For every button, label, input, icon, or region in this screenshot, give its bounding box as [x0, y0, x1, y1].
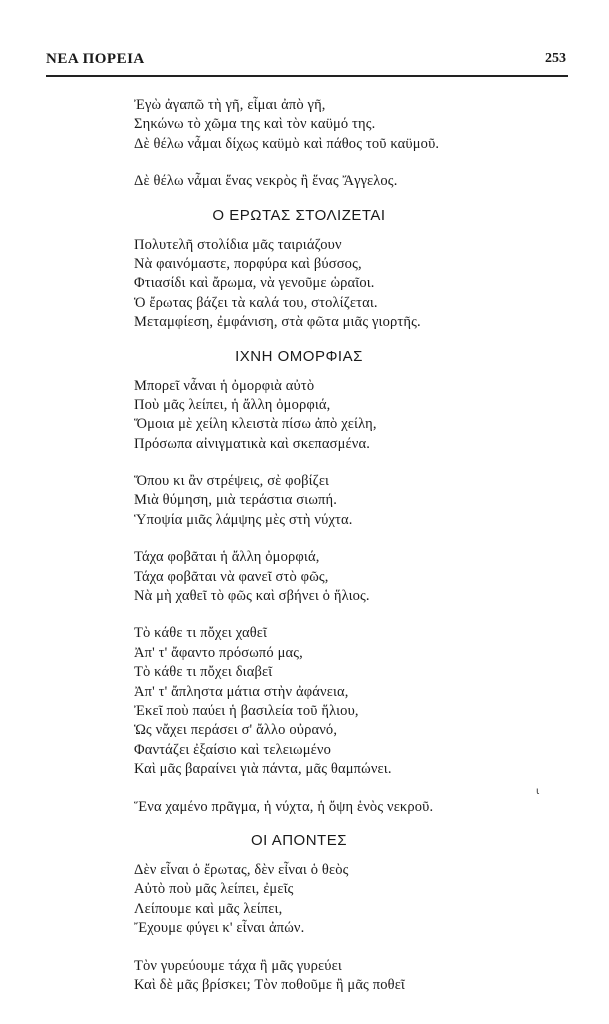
- poem-line: Φτιασίδι καὶ ἄρωμα, νὰ γενοῦμε ὡραῖοι.: [134, 275, 375, 292]
- poem-title: ΙΧΝΗ ΟΜΟΡΦΙΑΣ: [235, 347, 363, 365]
- stanza-gap: [134, 454, 554, 472]
- poem-line: Ὡς νἄχει περάσει σ' ἄλλο οὐρανό,: [134, 722, 338, 739]
- stanza: [134, 624, 554, 779]
- stanza: [134, 377, 554, 455]
- poem-line: Ὅμοια μὲ χείλη κλειστὰ πίσω ἀπὸ χείλη,: [134, 416, 377, 433]
- poem-line: Ἕνα χαμένο πρᾶγμα, ἡ νύχτα, ἡ ὄψη ἑνὸς νεκροῦ.: [134, 798, 434, 815]
- stanza-gap: [134, 939, 554, 957]
- poem-line: Ὑποψία μιᾶς λάμψης μὲς στὴ νύχτα.: [134, 511, 353, 528]
- poem-title: ΟΙ ΑΠΟΝΤΕΣ: [251, 831, 347, 849]
- stanza: [134, 236, 554, 333]
- poem-line: Τάχα φοβᾶται ἡ ἄλλη ὀμορφιά,: [134, 549, 320, 566]
- poem-line: Ποὺ μᾶς λείπει, ἡ ἄλλη ὀμορφιά,: [134, 396, 331, 413]
- poem-line: Τὸν γυρεύουμε τάχα ἢ μᾶς γυρεύει: [134, 957, 342, 974]
- journal-title: ΝΕΑ ΠΟΡΕΙΑ: [46, 51, 145, 67]
- stanza: [134, 798, 554, 817]
- stanza: [134, 861, 554, 939]
- poem-line: Καὶ μᾶς βαραίνει γιὰ πάντα, μᾶς θαμπώνει.: [134, 761, 392, 778]
- poem-line: Νὰ μὴ χαθεῖ τὸ φῶς καὶ σβήνει ὁ ἥλιος.: [134, 588, 370, 605]
- poem-line: Σηκώνω τὸ χῶμα της καὶ τὸν καϋμό της.: [134, 116, 376, 133]
- poem-line: Πολυτελῆ στολίδια μᾶς ταιριάζουν: [134, 236, 342, 253]
- poem-line: Φαντάζει ἐξαίσιο καὶ τελειωμένο: [134, 741, 332, 758]
- poem-line: Δὲν εἶναι ὁ ἔρωτας, δὲν εἶναι ὁ θεὸς: [134, 861, 349, 878]
- page-header: [46, 51, 566, 73]
- poem-line: Ὅπου κι ἂν στρέψεις, σὲ φοβίζει: [134, 473, 330, 490]
- stanza-gap: [134, 530, 554, 548]
- poem-line: Ἐκεῖ ποὺ παύει ἡ βασιλεία τοῦ ἥλιου,: [134, 702, 359, 719]
- stray-mark: ι: [536, 786, 540, 797]
- stanza: [134, 96, 554, 154]
- poem-line: Δὲ θέλω νἆμαι ἕνας νεκρὸς ἢ ἕνας Ἄγγελος.: [134, 173, 398, 190]
- stanza: [134, 548, 554, 606]
- poem-line: Δὲ θέλω νἆμαι δίχως καϋμὸ καὶ πάθος τοῦ καϋμοῦ.: [134, 135, 440, 152]
- poem-line: Ἔχουμε φύγει κ' εἶναι ἀπών.: [134, 920, 305, 937]
- poem-line: Μιὰ θύμηση, μιὰ τεράστια σιωπή.: [134, 492, 337, 509]
- poem-title: Ο ΕΡΩΤΑΣ ΣΤΟΛΙΖΕΤΑΙ: [212, 206, 386, 224]
- stanza-gap: [134, 154, 554, 172]
- poem-line: Ἐγὼ ἀγαπῶ τὴ γῆ, εἶμαι ἀπὸ γῆ,: [134, 97, 326, 113]
- poem-line: Ἀπ' τ' ἄπληστα μάτια στὴν ἀφάνεια,: [134, 683, 349, 700]
- poem-line: Μεταμφίεση, ἐμφάνιση, στὰ φῶτα μιᾶς γιορτῆς.: [134, 314, 421, 331]
- poem-line: Αὐτὸ ποὺ μᾶς λείπει, ἐμεῖς: [134, 881, 294, 898]
- poem-line: Νὰ φαινόμαστε, πορφύρα καὶ βύσσος,: [134, 255, 362, 272]
- header-rule: [46, 75, 568, 77]
- stanza: [134, 172, 554, 191]
- poem-line: Μπορεῖ νἆναι ἡ ὀμορφιὰ αὐτὸ: [134, 377, 315, 394]
- stanza: [134, 957, 554, 996]
- stanza-gap: [134, 606, 554, 624]
- poem-content: [134, 96, 554, 995]
- stanza-gap: [134, 780, 554, 798]
- poem-line: Λείπουμε καὶ μᾶς λείπει,: [134, 900, 283, 917]
- stanza: [134, 472, 554, 530]
- poem-line: Ὁ ἔρωτας βάζει τὰ καλά του, στολίζεται.: [134, 294, 378, 311]
- poem-line: Τάχα φοβᾶται νὰ φανεῖ στὸ φῶς,: [134, 568, 329, 585]
- poem-line: Καὶ δὲ μᾶς βρίσκει; Τὸν ποθοῦμε ἢ μᾶς ποθεῖ: [134, 976, 405, 993]
- poem-line: Πρόσωπα αἰνιγματικὰ καὶ σκεπασμένα.: [134, 435, 370, 452]
- poem-line: Τὸ κάθε τι πὄχει χαθεῖ: [134, 625, 268, 642]
- poem-line: Ἀπ' τ' ἄφαντο πρόσωπό μας,: [134, 644, 303, 661]
- poem-line: Τὸ κάθε τι πὄχει διαβεῖ: [134, 664, 273, 681]
- page-number: 253: [545, 51, 566, 66]
